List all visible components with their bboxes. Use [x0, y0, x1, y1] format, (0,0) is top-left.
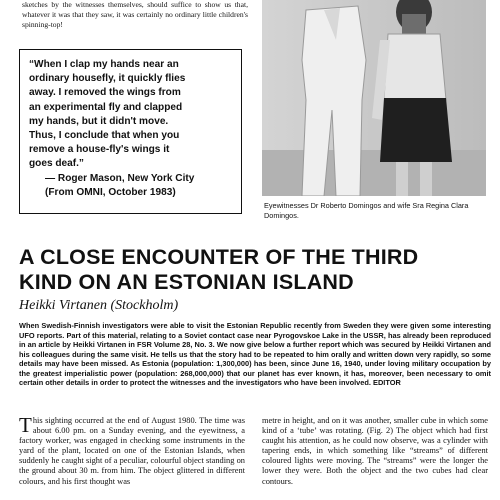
drop-cap: T [19, 413, 32, 437]
quote-line: “When I clap my hands near an [29, 59, 179, 70]
body-column-right: metre in height, and on it was another, smaller cube in which some kind of a ‘tube’ was rotating. (Fig. 2) The object which had first caught his attention, as he could now observe, was a cylinder with tapering ends, in which something like “streams” of different coloured lights were moving. The “streams” were the longer the lower they were. Both the object and the two cubes had clear contours. [262, 416, 488, 486]
quote-line: goes deaf.” [29, 158, 84, 170]
quote-attribution-name: — Roger Mason, New York City [45, 172, 195, 184]
body-column-left [19, 413, 245, 487]
photo-illustration [262, 0, 486, 196]
article-lead: When Swedish-Finnish investigators were able to visit the Estonian Republic recently from Sweden they were given some interesting UFO reports. Part of this material, relating to a Soviet contact case near Pyrogovskoe Lake in the USSR, has already been reproduced in an article by Heikki Virtanen in FSR Volume 28, No. 3. We now give below a further report which was secured by Heikki Virtanen and his colleagues during the same visit. He tells us that the story had to be repeated to him orally and written down very rapidly, so some details may have been missed. As Estonia (population: 1,300,000) has been, since June 16, 1940, under loving military occupation by the greatest imperialistic power (population: 268,000,000) that our planet has ever known, it has, moreover, been necessary to omit certain other details in order to protect the witnesses and the investigators who have been involved. EDITOR [19, 321, 491, 387]
quote-line: away. I removed the wings from [29, 87, 181, 99]
article-byline: Heikki Virtanen (Stockholm) [19, 298, 179, 313]
photo-caption: Eyewitnesses Dr Roberto Domingos and wife Sra Regina Clara Domingos. [264, 201, 469, 220]
quote-line: remove a house-fly's wings it [29, 144, 170, 156]
quote-line: my hands, but it didn't move. [29, 115, 169, 127]
quote-line: ordinary housefly, it quickly flies [29, 73, 186, 85]
headline-line: A CLOSE ENCOUNTER OF THE THIRD [19, 245, 419, 269]
quote-attribution-source: (From OMNI, October 1983) [45, 186, 176, 198]
eyewitness-photo [262, 0, 486, 196]
headline-line: KIND ON AN ESTONIAN ISLAND [19, 270, 354, 294]
quote-line: an experimental fly and clapped [29, 101, 183, 113]
body-text: his sighting occurred at the end of August 1980. The time was about 6.00 pm. on a Sunday evening, and the eyewitness, a factory worker, was engaged in checking some instruments in the yard of the plant, located on one of the Estonian Islands, when suddenly he caught sight of a peculiar, colourful object standing on the ground about 30 m. from him. The object glittered in different colours, and his first thought was [19, 416, 245, 486]
article-headline [19, 245, 489, 295]
quote-line: Thus, I conclude that when you [29, 130, 180, 142]
intro-paragraph: sketches by the witnesses themselves, should suffice to show us that, whatever it was that they saw, it was certainly no ordinary little children's spinning-top! [22, 0, 248, 29]
quote-box [19, 49, 242, 214]
